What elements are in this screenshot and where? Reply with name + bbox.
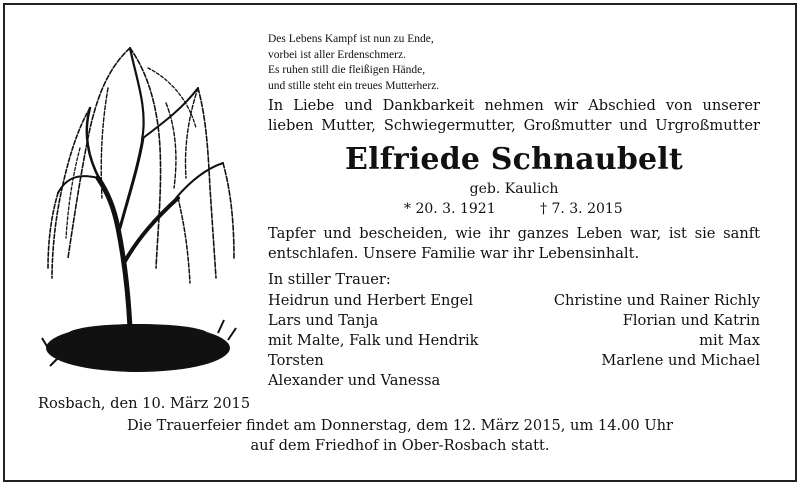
mourner: Heidrun und Herbert Engel	[268, 292, 474, 309]
mourner: Christine und Rainer Richly	[553, 292, 760, 309]
deceased-name: Elfriede Schnaubelt	[345, 142, 683, 177]
maiden-name: geb. Kaulich	[469, 181, 559, 197]
tribute-text	[268, 224, 760, 264]
mourner: mit Max	[699, 332, 760, 349]
mourner: mit Malte, Falk und Hendrik	[268, 332, 479, 349]
birth-date: * 20. 3. 1921	[404, 201, 496, 217]
mourners-left-column	[268, 291, 478, 391]
poem	[268, 32, 439, 94]
poem-line: Es ruhen still die fleißigen Hände,	[268, 64, 426, 76]
mourner: Marlene und Michael	[601, 352, 760, 369]
farewell-intro	[268, 96, 760, 136]
mourner: Lars und Tanja	[268, 312, 379, 329]
mourner: Torsten	[268, 352, 324, 369]
intro-line: lieben Mutter, Schwiegermutter, Großmutter und Urgroßmutter	[268, 117, 760, 134]
death-date: † 7. 3. 2015	[540, 201, 623, 217]
tribute-line: Tapfer und bescheiden, wie ihr ganzes Leben war, ist sie sanft	[268, 225, 760, 242]
service-line: Die Trauerfeier findet am Donnerstag, dem 12. März 2015, um 14.00 Uhr	[126, 417, 674, 434]
funeral-service-info	[0, 416, 800, 456]
mourners-right-column	[554, 291, 760, 371]
intro-line: In Liebe und Dankbarkeit nehmen wir Abschied von unserer	[268, 97, 760, 114]
poem-line: Des Lebens Kampf ist nun zu Ende,	[268, 33, 434, 45]
mourning-heading: In stiller Trauer:	[268, 271, 391, 288]
poem-line: und stille steht ein treues Mutterherz.	[268, 79, 440, 92]
weeping-willow-image	[38, 28, 248, 388]
tribute-line: entschlafen. Unsere Familie war ihr Lebensinhalt.	[268, 245, 640, 262]
place-and-date: Rosbach, den 10. März 2015	[38, 395, 251, 412]
mourner: Florian und Katrin	[622, 312, 760, 329]
service-line: auf dem Friedhof in Ober-Rosbach statt.	[250, 437, 550, 454]
mourner: Alexander und Vanessa	[268, 372, 441, 389]
poem-line: vorbei ist aller Erdenschmerz.	[268, 48, 406, 61]
